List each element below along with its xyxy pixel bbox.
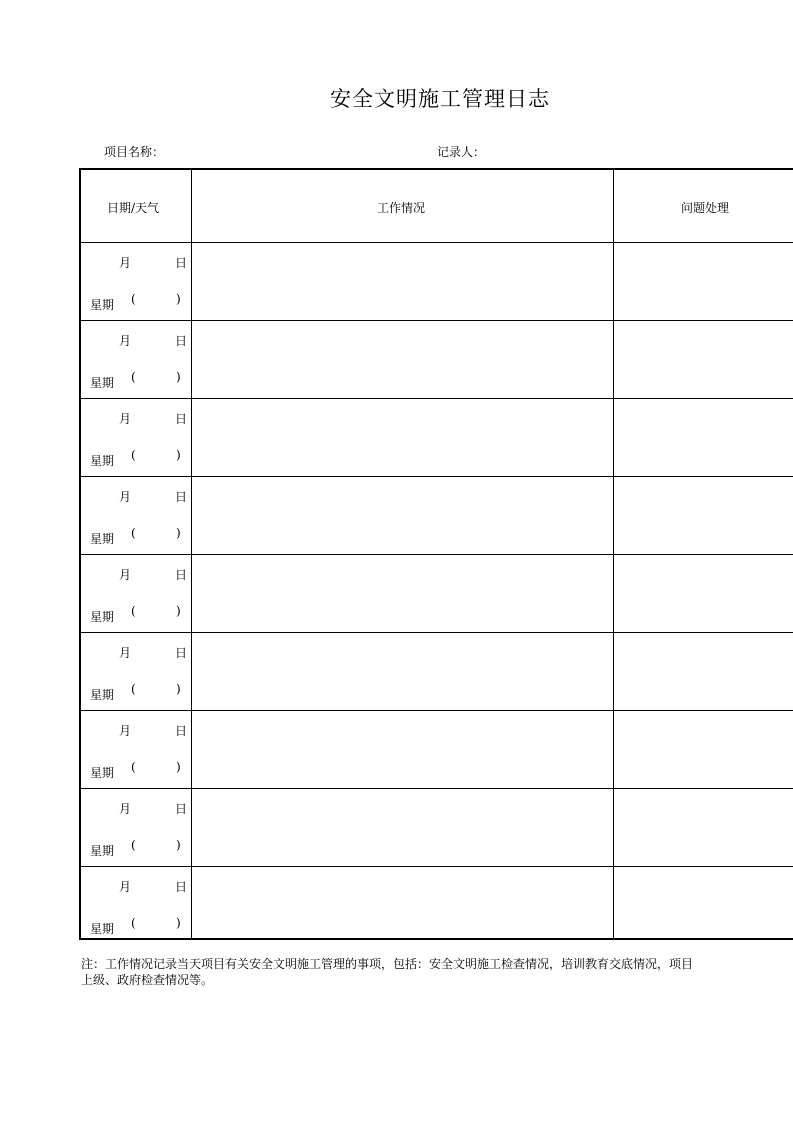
weekday-label: 星期 (90, 532, 115, 546)
table-row (81, 320, 793, 399)
issue-cell[interactable] (614, 866, 793, 944)
weekday-paren-open: ( (131, 916, 136, 930)
day-label: 日 (175, 256, 188, 270)
weekday-paren-close: ) (176, 448, 181, 462)
issue-cell[interactable] (614, 632, 793, 710)
weekday-paren-close: ) (176, 604, 181, 618)
day-label: 日 (175, 724, 188, 738)
header-date-weather: 日期/天气 (107, 201, 160, 215)
weekday-paren-open: ( (131, 760, 136, 774)
work-cell[interactable] (192, 320, 612, 398)
day-label: 日 (175, 646, 188, 660)
footnote (81, 956, 793, 988)
day-label: 日 (175, 490, 188, 504)
month-label: 月 (119, 880, 132, 894)
header-issue-handling: 问题处理 (681, 201, 730, 215)
table-row (81, 632, 793, 711)
project-name-label: 项目名称： (104, 145, 165, 159)
weekday-label: 星期 (90, 766, 115, 780)
month-label: 月 (119, 802, 132, 816)
day-label: 日 (175, 568, 188, 582)
work-cell[interactable] (192, 242, 612, 320)
weekday-label: 星期 (90, 376, 115, 390)
weekday-paren-open: ( (131, 448, 136, 462)
work-cell[interactable] (192, 398, 612, 476)
month-label: 月 (119, 334, 132, 348)
issue-cell[interactable] (614, 476, 793, 554)
weekday-label: 星期 (90, 454, 115, 468)
table-row (81, 554, 793, 633)
weekday-paren-open: ( (131, 526, 136, 540)
weekday-paren-close: ) (176, 292, 181, 306)
footnote-line: 上级、政府检查情况等。 (81, 973, 214, 987)
month-label: 月 (119, 568, 132, 582)
weekday-label: 星期 (90, 298, 115, 312)
weekday-paren-open: ( (131, 370, 136, 384)
issue-cell[interactable] (614, 554, 793, 632)
month-label: 月 (119, 412, 132, 426)
work-cell[interactable] (192, 710, 612, 788)
day-label: 日 (175, 802, 188, 816)
weekday-label: 星期 (90, 688, 115, 702)
weekday-paren-close: ) (176, 370, 181, 384)
work-cell[interactable] (192, 476, 612, 554)
weekday-paren-close: ) (176, 526, 181, 540)
table-row (81, 866, 793, 944)
weekday-paren-close: ) (176, 916, 181, 930)
weekday-label: 星期 (90, 844, 115, 858)
issue-cell[interactable] (614, 320, 793, 398)
table-row (81, 398, 793, 477)
work-cell[interactable] (192, 632, 612, 710)
weekday-label: 星期 (90, 922, 115, 936)
weekday-paren-open: ( (131, 292, 136, 306)
recorder-label: 记录人： (437, 145, 486, 159)
footnote-line: 注：工作情况记录当天项目有关安全文明施工管理的事项，包括：安全文明施工检查情况，培训教育交底情况，项目 (81, 957, 694, 971)
table-header-row (81, 170, 793, 243)
weekday-label: 星期 (90, 610, 115, 624)
month-label: 月 (119, 724, 132, 738)
month-label: 月 (119, 256, 132, 270)
weekday-paren-open: ( (131, 604, 136, 618)
weekday-paren-open: ( (131, 682, 136, 696)
work-cell[interactable] (192, 866, 612, 944)
table-row (81, 788, 793, 867)
day-label: 日 (175, 334, 188, 348)
weekday-paren-close: ) (176, 682, 181, 696)
table-row (81, 242, 793, 321)
log-table (79, 168, 793, 940)
issue-cell[interactable] (614, 788, 793, 866)
day-label: 日 (175, 412, 188, 426)
table-row (81, 476, 793, 555)
weekday-paren-close: ) (176, 760, 181, 774)
weekday-paren-close: ) (176, 838, 181, 852)
issue-cell[interactable] (614, 242, 793, 320)
work-cell[interactable] (192, 788, 612, 866)
month-label: 月 (119, 490, 132, 504)
day-label: 日 (175, 880, 188, 894)
issue-cell[interactable] (614, 398, 793, 476)
page-title: 安全文明施工管理日志 (330, 87, 550, 111)
header-work-status: 工作情况 (377, 201, 426, 215)
issue-cell[interactable] (614, 710, 793, 788)
table-row (81, 710, 793, 789)
work-cell[interactable] (192, 554, 612, 632)
weekday-paren-open: ( (131, 838, 136, 852)
month-label: 月 (119, 646, 132, 660)
